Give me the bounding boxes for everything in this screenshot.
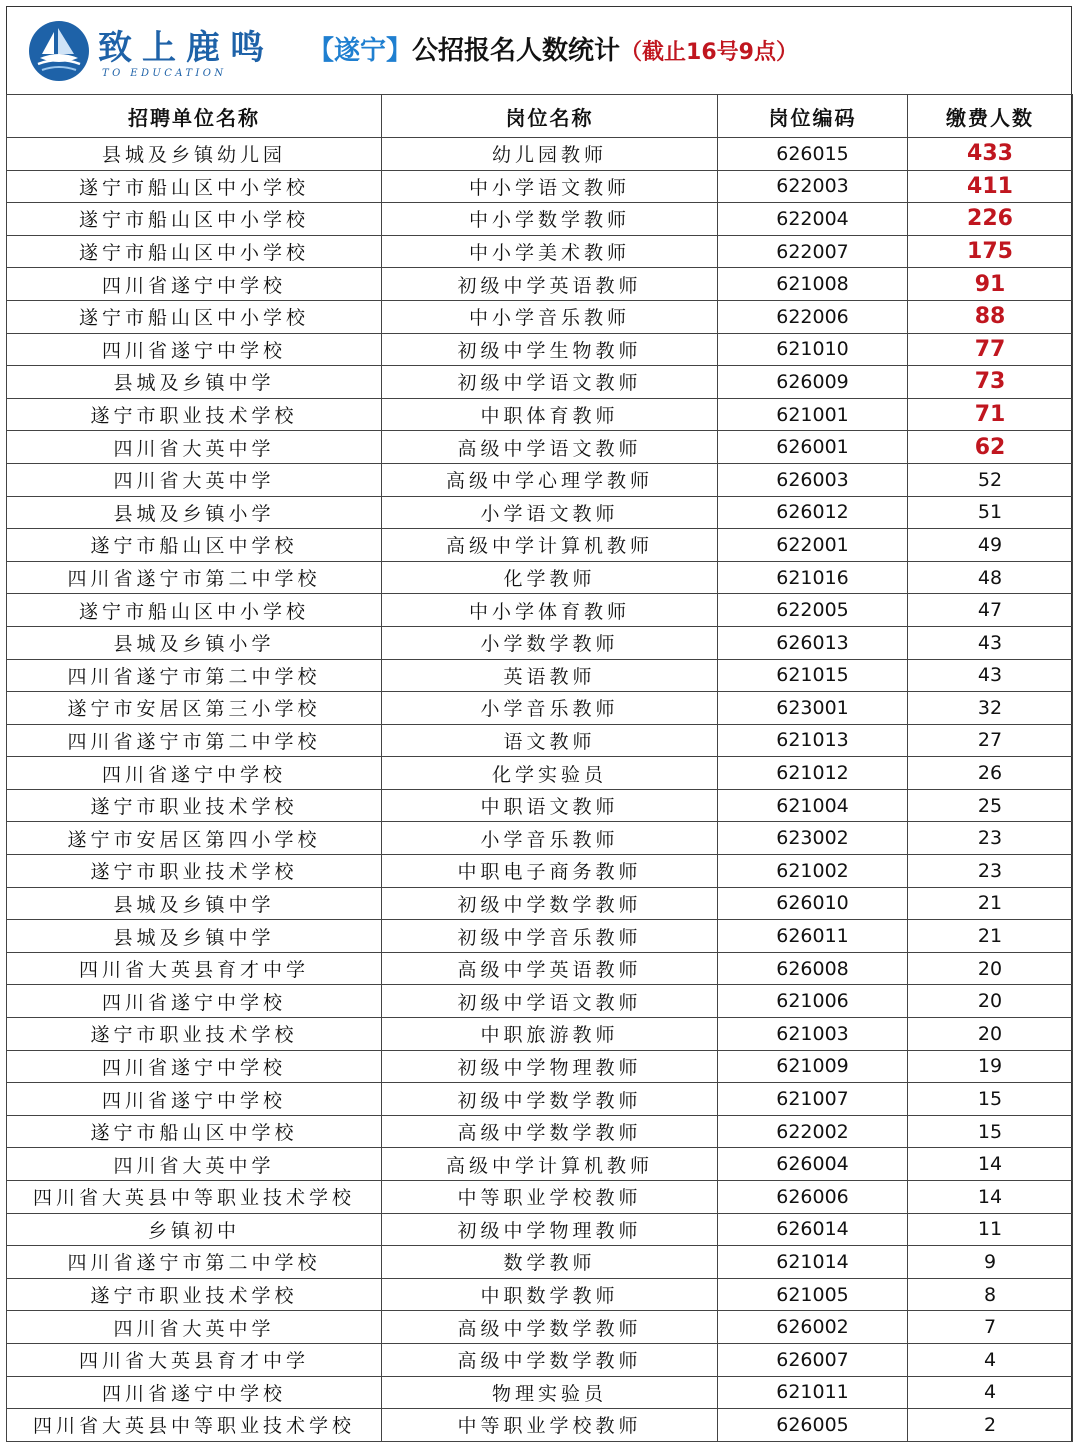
cell-position: 中职数学教师	[382, 1278, 718, 1311]
cell-position: 化学实验员	[382, 757, 718, 790]
cell-unit: 遂宁市船山区中小学校	[7, 300, 382, 333]
cell-position: 幼儿园教师	[382, 138, 718, 171]
column-header-code: 岗位编码	[718, 95, 908, 138]
cell-position: 中等职业学校教师	[382, 1181, 718, 1214]
cell-position: 初级中学英语教师	[382, 268, 718, 301]
cell-unit: 遂宁市船山区中学校	[7, 529, 382, 562]
table-row	[7, 1115, 1073, 1148]
table-row	[7, 496, 1073, 529]
cell-count: 43	[908, 626, 1073, 659]
cell-count: 433	[908, 138, 1073, 171]
cell-position: 中小学音乐教师	[382, 300, 718, 333]
header	[6, 6, 1072, 94]
table-row	[7, 203, 1073, 236]
table-body	[7, 138, 1073, 1442]
cell-count: 51	[908, 496, 1073, 529]
cell-unit: 四川省遂宁中学校	[7, 1083, 382, 1116]
cell-code: 621012	[718, 757, 908, 790]
cell-unit: 四川省大英中学	[7, 463, 382, 496]
cell-code: 626002	[718, 1311, 908, 1344]
cell-code: 621014	[718, 1246, 908, 1279]
cell-position: 高级中学计算机教师	[382, 529, 718, 562]
table-row	[7, 1278, 1073, 1311]
cell-count: 226	[908, 203, 1073, 236]
table-row	[7, 724, 1073, 757]
cell-code: 622006	[718, 300, 908, 333]
cell-code: 626003	[718, 463, 908, 496]
table-header-row	[7, 95, 1073, 138]
cell-count: 20	[908, 1018, 1073, 1051]
table-row	[7, 692, 1073, 725]
cell-code: 621015	[718, 659, 908, 692]
cell-position: 高级中学数学教师	[382, 1115, 718, 1148]
cell-count: 25	[908, 789, 1073, 822]
column-header-position: 岗位名称	[382, 95, 718, 138]
cell-unit: 遂宁市职业技术学校	[7, 398, 382, 431]
table-row	[7, 1083, 1073, 1116]
cell-position: 高级中学心理学教师	[382, 463, 718, 496]
cell-code: 621010	[718, 333, 908, 366]
cell-position: 中职电子商务教师	[382, 855, 718, 888]
cell-position: 高级中学计算机教师	[382, 1148, 718, 1181]
cell-position: 中职语文教师	[382, 789, 718, 822]
cell-count: 49	[908, 529, 1073, 562]
cell-unit: 县城及乡镇幼儿园	[7, 138, 382, 171]
cell-code: 621013	[718, 724, 908, 757]
cell-count: 27	[908, 724, 1073, 757]
cell-unit: 遂宁市船山区中小学校	[7, 235, 382, 268]
cell-count: 47	[908, 594, 1073, 627]
cell-code: 626011	[718, 920, 908, 953]
table-row	[7, 366, 1073, 399]
cell-position: 数学教师	[382, 1246, 718, 1279]
cell-count: 73	[908, 366, 1073, 399]
cell-unit: 四川省大英县育才中学	[7, 1343, 382, 1376]
cell-count: 88	[908, 300, 1073, 333]
cell-count: 8	[908, 1278, 1073, 1311]
table-row	[7, 170, 1073, 203]
cell-position: 中小学语文教师	[382, 170, 718, 203]
cell-unit: 四川省大英中学	[7, 1311, 382, 1344]
cell-unit: 四川省遂宁中学校	[7, 268, 382, 301]
cell-position: 小学音乐教师	[382, 692, 718, 725]
cell-unit: 四川省遂宁市第二中学校	[7, 561, 382, 594]
cell-code: 626010	[718, 887, 908, 920]
cell-count: 77	[908, 333, 1073, 366]
cell-position: 化学教师	[382, 561, 718, 594]
cell-code: 621007	[718, 1083, 908, 1116]
cell-code: 626006	[718, 1181, 908, 1214]
cell-count: 20	[908, 985, 1073, 1018]
cell-unit: 四川省大英县育才中学	[7, 952, 382, 985]
cell-position: 初级中学语文教师	[382, 985, 718, 1018]
cell-code: 622005	[718, 594, 908, 627]
cell-unit: 四川省大英中学	[7, 1148, 382, 1181]
cell-code: 626013	[718, 626, 908, 659]
table-row	[7, 887, 1073, 920]
cell-code: 621006	[718, 985, 908, 1018]
table-row	[7, 463, 1073, 496]
cell-unit: 遂宁市船山区中小学校	[7, 170, 382, 203]
cell-count: 62	[908, 431, 1073, 464]
cell-code: 626007	[718, 1343, 908, 1376]
cell-count: 15	[908, 1083, 1073, 1116]
cell-position: 中小学体育教师	[382, 594, 718, 627]
cell-code: 623001	[718, 692, 908, 725]
title-note: （截止16号9点）	[620, 40, 798, 65]
cell-code: 626015	[718, 138, 908, 171]
cell-code: 626014	[718, 1213, 908, 1246]
cell-unit: 遂宁市职业技术学校	[7, 855, 382, 888]
cell-unit: 县城及乡镇中学	[7, 887, 382, 920]
table-row	[7, 1181, 1073, 1214]
cell-unit: 四川省遂宁中学校	[7, 333, 382, 366]
table-row	[7, 561, 1073, 594]
table-row	[7, 1050, 1073, 1083]
cell-count: 15	[908, 1115, 1073, 1148]
cell-position: 小学数学教师	[382, 626, 718, 659]
cell-count: 21	[908, 887, 1073, 920]
cell-code: 621016	[718, 561, 908, 594]
cell-unit: 遂宁市船山区中学校	[7, 1115, 382, 1148]
table-row	[7, 1311, 1073, 1344]
cell-count: 32	[908, 692, 1073, 725]
page-title	[308, 34, 798, 70]
cell-unit: 县城及乡镇小学	[7, 496, 382, 529]
cell-unit: 四川省大英县中等职业技术学校	[7, 1181, 382, 1214]
cell-code: 621008	[718, 268, 908, 301]
cell-position: 物理实验员	[382, 1376, 718, 1409]
table-row	[7, 431, 1073, 464]
table-row	[7, 1213, 1073, 1246]
cell-unit: 遂宁市安居区第三小学校	[7, 692, 382, 725]
cell-position: 高级中学语文教师	[382, 431, 718, 464]
cell-unit: 遂宁市职业技术学校	[7, 789, 382, 822]
cell-position: 语文教师	[382, 724, 718, 757]
brand-name: 致上鹿鸣	[98, 28, 274, 68]
title-main: 公招报名人数统计	[412, 36, 621, 66]
cell-position: 初级中学生物教师	[382, 333, 718, 366]
table-row	[7, 1376, 1073, 1409]
cell-position: 中等职业学校教师	[382, 1409, 718, 1442]
cell-unit: 四川省遂宁中学校	[7, 1376, 382, 1409]
cell-count: 71	[908, 398, 1073, 431]
cell-code: 621002	[718, 855, 908, 888]
cell-position: 初级中学物理教师	[382, 1050, 718, 1083]
cell-code: 622007	[718, 235, 908, 268]
cell-code: 621001	[718, 398, 908, 431]
cell-code: 621005	[718, 1278, 908, 1311]
cell-position: 初级中学物理教师	[382, 1213, 718, 1246]
cell-code: 622002	[718, 1115, 908, 1148]
cell-count: 9	[908, 1246, 1073, 1279]
cell-count: 20	[908, 952, 1073, 985]
table-row	[7, 626, 1073, 659]
table-row	[7, 952, 1073, 985]
table-row	[7, 333, 1073, 366]
table-row	[7, 529, 1073, 562]
cell-code: 623002	[718, 822, 908, 855]
title-city: 【遂宁】	[308, 36, 413, 66]
cell-position: 高级中学数学教师	[382, 1311, 718, 1344]
table-row	[7, 1343, 1073, 1376]
cell-count: 23	[908, 855, 1073, 888]
cell-count: 52	[908, 463, 1073, 496]
sailboat-logo-icon	[28, 20, 90, 82]
cell-unit: 四川省大英中学	[7, 431, 382, 464]
cell-position: 初级中学数学教师	[382, 1083, 718, 1116]
cell-position: 高级中学英语教师	[382, 952, 718, 985]
column-header-count: 缴费人数	[908, 95, 1073, 138]
cell-unit: 遂宁市船山区中小学校	[7, 203, 382, 236]
cell-count: 411	[908, 170, 1073, 203]
cell-unit: 四川省大英县中等职业技术学校	[7, 1409, 382, 1442]
cell-code: 621003	[718, 1018, 908, 1051]
cell-position: 中职体育教师	[382, 398, 718, 431]
table-row	[7, 1246, 1073, 1279]
cell-count: 4	[908, 1376, 1073, 1409]
registration-table	[6, 94, 1073, 1442]
table-row	[7, 659, 1073, 692]
cell-count: 2	[908, 1409, 1073, 1442]
cell-count: 14	[908, 1181, 1073, 1214]
table-row	[7, 757, 1073, 790]
cell-unit: 遂宁市船山区中小学校	[7, 594, 382, 627]
cell-position: 初级中学语文教师	[382, 366, 718, 399]
table-row	[7, 594, 1073, 627]
cell-code: 626009	[718, 366, 908, 399]
cell-count: 26	[908, 757, 1073, 790]
cell-position: 初级中学音乐教师	[382, 920, 718, 953]
cell-count: 14	[908, 1148, 1073, 1181]
cell-count: 43	[908, 659, 1073, 692]
cell-count: 175	[908, 235, 1073, 268]
table-row	[7, 985, 1073, 1018]
table-row	[7, 235, 1073, 268]
cell-unit: 四川省遂宁中学校	[7, 757, 382, 790]
table-row	[7, 300, 1073, 333]
cell-count: 91	[908, 268, 1073, 301]
cell-unit: 四川省遂宁中学校	[7, 985, 382, 1018]
cell-position: 英语教师	[382, 659, 718, 692]
cell-unit: 四川省遂宁中学校	[7, 1050, 382, 1083]
cell-position: 初级中学数学教师	[382, 887, 718, 920]
cell-position: 中小学美术教师	[382, 235, 718, 268]
cell-code: 622001	[718, 529, 908, 562]
cell-position: 中职旅游教师	[382, 1018, 718, 1051]
cell-code: 626005	[718, 1409, 908, 1442]
cell-position: 中小学数学教师	[382, 203, 718, 236]
cell-unit: 县城及乡镇小学	[7, 626, 382, 659]
cell-unit: 四川省遂宁市第二中学校	[7, 1246, 382, 1279]
cell-code: 626004	[718, 1148, 908, 1181]
cell-position: 小学音乐教师	[382, 822, 718, 855]
cell-unit: 县城及乡镇中学	[7, 366, 382, 399]
cell-count: 11	[908, 1213, 1073, 1246]
table-row	[7, 1148, 1073, 1181]
table-row	[7, 789, 1073, 822]
cell-unit: 遂宁市职业技术学校	[7, 1018, 382, 1051]
table-row	[7, 855, 1073, 888]
cell-position: 小学语文教师	[382, 496, 718, 529]
cell-unit: 遂宁市安居区第四小学校	[7, 822, 382, 855]
cell-code: 621011	[718, 1376, 908, 1409]
cell-code: 626012	[718, 496, 908, 529]
table-row	[7, 920, 1073, 953]
cell-unit: 遂宁市职业技术学校	[7, 1278, 382, 1311]
cell-count: 7	[908, 1311, 1073, 1344]
cell-code: 621004	[718, 789, 908, 822]
table-row	[7, 398, 1073, 431]
table-row	[7, 138, 1073, 171]
cell-unit: 县城及乡镇中学	[7, 920, 382, 953]
table-row	[7, 268, 1073, 301]
cell-count: 4	[908, 1343, 1073, 1376]
table-row	[7, 822, 1073, 855]
cell-unit: 乡镇初中	[7, 1213, 382, 1246]
cell-count: 21	[908, 920, 1073, 953]
cell-code: 622003	[718, 170, 908, 203]
cell-code: 621009	[718, 1050, 908, 1083]
cell-unit: 四川省遂宁市第二中学校	[7, 659, 382, 692]
cell-code: 626001	[718, 431, 908, 464]
table-row	[7, 1409, 1073, 1442]
cell-unit: 四川省遂宁市第二中学校	[7, 724, 382, 757]
cell-count: 23	[908, 822, 1073, 855]
table-row	[7, 1018, 1073, 1051]
cell-code: 622004	[718, 203, 908, 236]
cell-position: 高级中学数学教师	[382, 1343, 718, 1376]
brand-subtitle: TO EDUCATION	[102, 68, 227, 79]
cell-count: 19	[908, 1050, 1073, 1083]
cell-count: 48	[908, 561, 1073, 594]
cell-code: 626008	[718, 952, 908, 985]
column-header-unit: 招聘单位名称	[7, 95, 382, 138]
